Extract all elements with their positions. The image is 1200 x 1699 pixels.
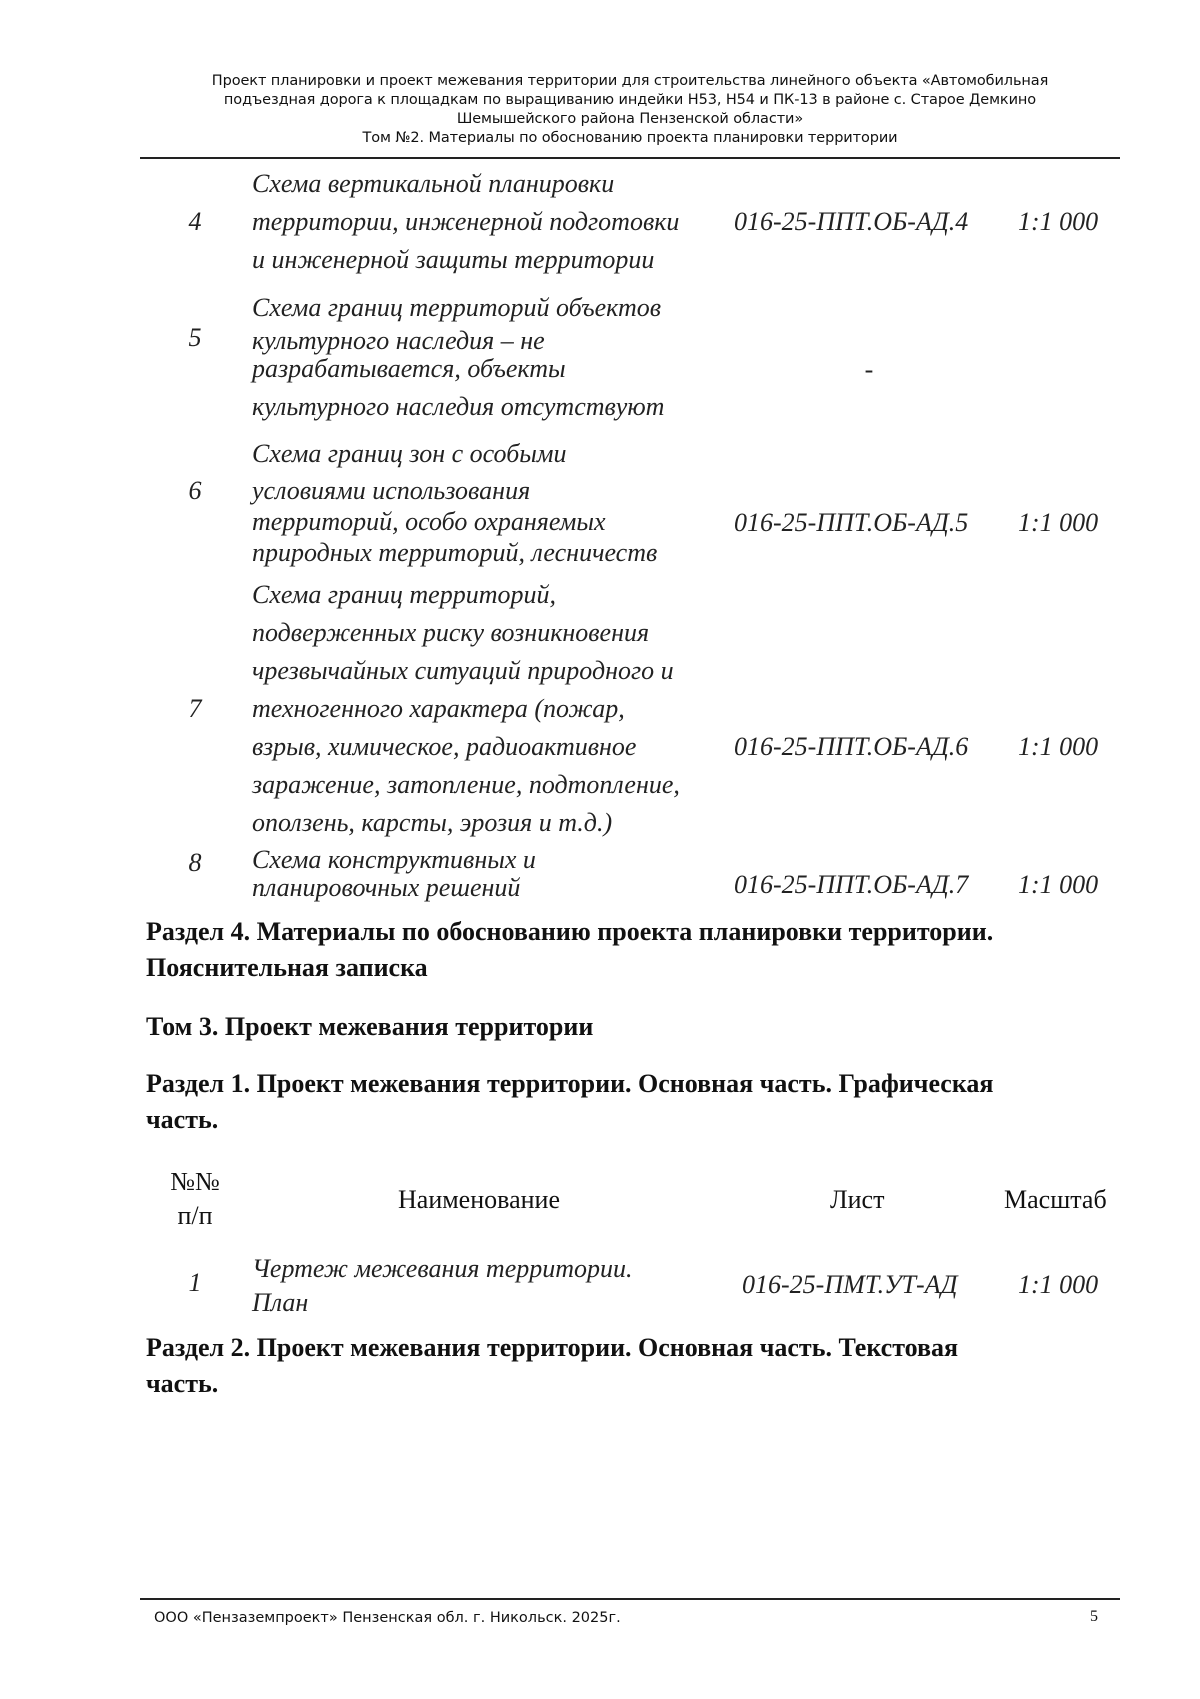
row-sheet: 016-25-ППТ.ОБ-АД.5: [734, 508, 969, 537]
header-line-1: Проект планировки и проект межевания территории для строительства линейного объекта «Автомобильная: [211, 73, 1049, 89]
row-name: Схема границ территорий объектов культурного наследия – не разрабатывается, объекты культурного наследия отсутствуют: [252, 293, 665, 421]
tom-3-heading: Том 3. Проект межевания территории: [146, 1012, 594, 1041]
row-number: 7: [188, 694, 202, 723]
row-number: 6: [188, 476, 202, 505]
row-sheet: 016-25-ПМТ.УТ-АД: [742, 1270, 958, 1299]
section-4-heading: Раздел 4. Материалы по обоснованию проекта планировки территории. Пояснительная записка: [146, 917, 994, 982]
row-name: Схема границ территорий, подверженных риску возникновения чрезвычайных ситуаций природного и техногенного характера (пожар, взрыв, химическое, радиоактивное заражение, затопление, подтопление, оползень, карсты, эрозия и т.д.): [252, 580, 680, 837]
row-name: Схема вертикальной планировки территории, инженерной подготовки и инженерной защиты территории: [252, 169, 680, 274]
row-name: Чертеж межевания территории. План: [252, 1254, 633, 1317]
row-scale: 1:1 000: [1018, 732, 1099, 761]
row-scale: 1:1 000: [1018, 207, 1099, 236]
row-sheet: 016-25-ППТ.ОБ-АД.6: [734, 732, 969, 761]
row-number: 4: [188, 207, 202, 236]
row-sheet: 016-25-ППТ.ОБ-АД.7: [734, 870, 969, 899]
col-header-scale: Масштаб: [1004, 1185, 1107, 1214]
section-1-heading: Раздел 1. Проект межевания территории. Основная часть. Графическая часть.: [146, 1069, 994, 1134]
row-scale: 1:1 000: [1018, 1270, 1099, 1299]
col-header-number: №№ п/п: [170, 1167, 220, 1230]
row-number: 8: [188, 848, 202, 877]
footer-rule: [140, 1598, 1120, 1600]
row-scale: 1:1 000: [1018, 508, 1099, 537]
running-header: [140, 72, 1120, 148]
row-sheet: -: [864, 355, 874, 384]
row-number: 5: [188, 323, 202, 352]
row-sheet: 016-25-ППТ.ОБ-АД.4: [734, 207, 969, 236]
row-number: 1: [188, 1268, 202, 1297]
section-2-heading: Раздел 2. Проект межевания территории. Основная часть. Текстовая часть.: [146, 1333, 959, 1398]
footer-org: ООО «Пензаземпроект» Пензенская обл. г. Никольск. 2025г.: [154, 1610, 621, 1626]
row-name: Схема границ зон с особыми условиями использования территорий, особо охраняемых природных территорий, лесничеств: [252, 439, 658, 567]
header-line-4: Том №2. Материалы по обоснованию проекта планировки территории: [362, 130, 898, 146]
col-header-sheet: Лист: [830, 1185, 885, 1214]
header-rule: [140, 157, 1120, 159]
header-line-3: Шемышейского района Пензенской области»: [456, 111, 804, 127]
col-header-name: Наименование: [398, 1185, 560, 1214]
header-line-2: подъездная дорога к площадкам по выращиванию индейки Н53, Н54 и ПК-13 в районе с. Старое Демкино: [223, 92, 1037, 108]
page-number: 5: [1090, 1608, 1098, 1625]
row-name: Схема конструктивных и планировочных решений: [252, 845, 536, 902]
row-scale: 1:1 000: [1018, 870, 1099, 899]
